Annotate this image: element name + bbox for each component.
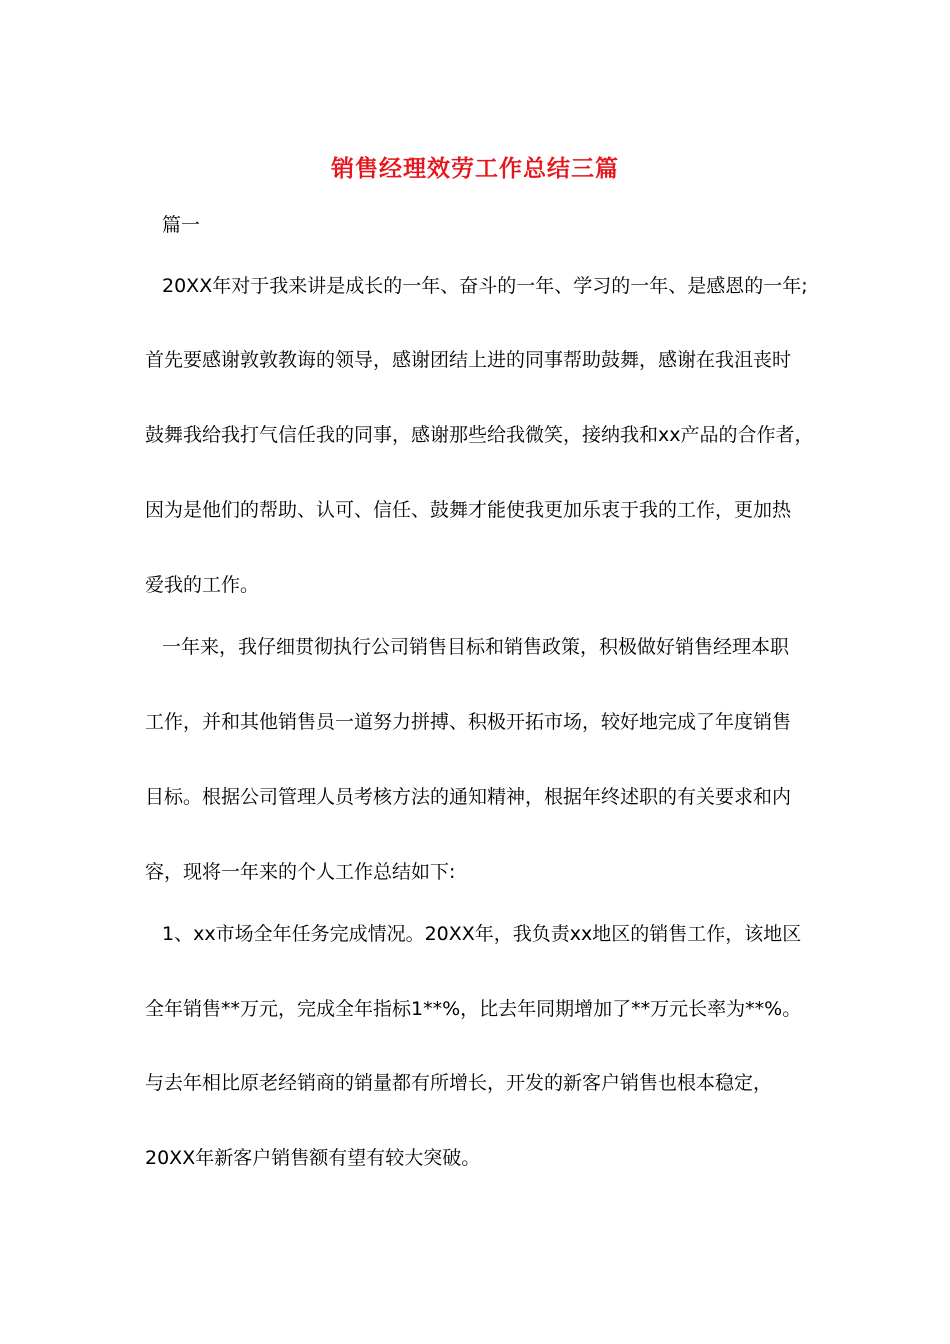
paragraph-line: 20XX年对于我来讲是成长的一年、奋斗的一年、学习的一年、是感恩的一年;	[162, 275, 808, 297]
paragraph-line: 首先要感谢敦敦教诲的领导，感谢团结上进的同事帮助鼓舞，感谢在我沮丧时	[145, 349, 792, 371]
paragraph-line: 鼓舞我给我打气信任我的同事，感谢那些给我微笑，接纳我和xx产品的合作者，	[145, 424, 814, 446]
paragraph-line: 因为是他们的帮助、认可、信任、鼓舞才能使我更加乐衷于我的工作，更加热	[145, 499, 792, 521]
paragraph-line: 20XX年新客户销售额有望有较大突破。	[145, 1147, 481, 1169]
paragraph-line: 爱我的工作。	[145, 574, 260, 596]
document-title: 销售经理效劳工作总结三篇	[331, 156, 619, 182]
paragraph-line: 容，现将一年来的个人工作总结如下:	[145, 861, 456, 883]
paragraph-line: 工作，并和其他销售员一道努力拼搏、积极开拓市场，较好地完成了年度销售	[145, 711, 792, 733]
paragraph-line: 一年来，我仔细贯彻执行公司销售目标和销售政策，积极做好销售经理本职	[162, 636, 790, 658]
paragraph-line: 1、xx市场全年任务完成情况。20XX年，我负责xx地区的销售工作，该地区	[162, 923, 802, 945]
paragraph-line: 全年销售**万元，完成全年指标1**%，比去年同期增加了**万元长率为**%。	[145, 998, 802, 1020]
paragraph-line: 目标。根据公司管理人员考核方法的通知精神，根据年终述职的有关要求和内	[145, 786, 792, 808]
paragraph-line: 与去年相比原老经销商的销量都有所增长，开发的新客户销售也根本稳定，	[145, 1072, 773, 1094]
section-heading: 篇一	[162, 214, 201, 236]
